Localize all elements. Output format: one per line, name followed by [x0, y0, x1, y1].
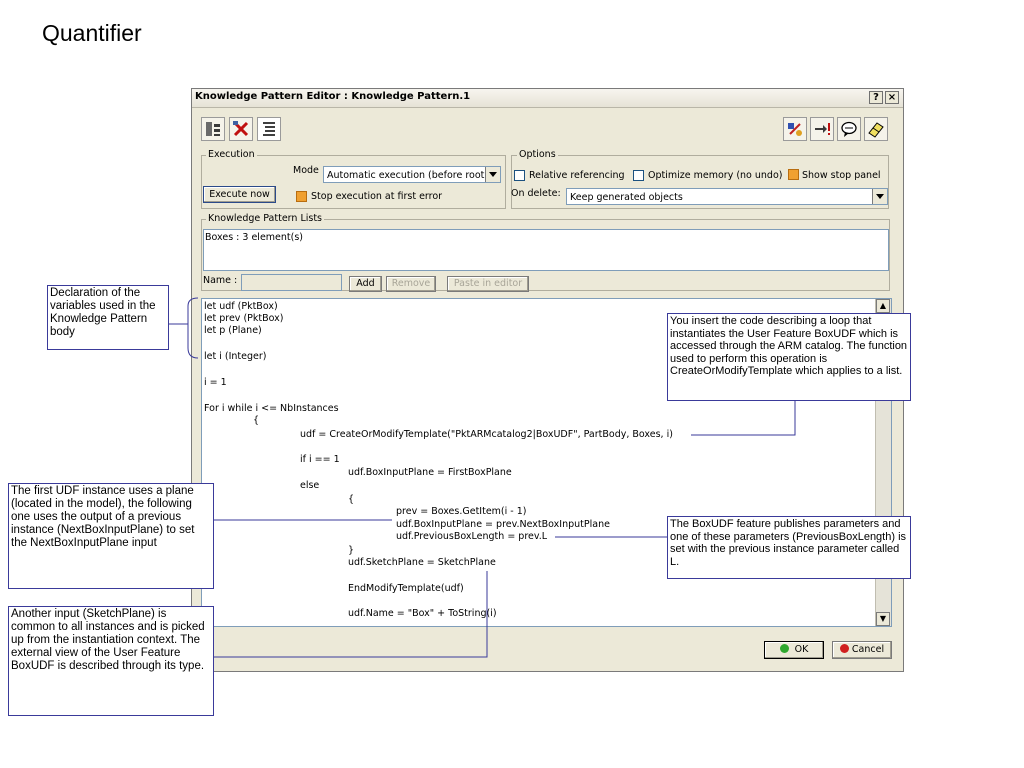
ok-label: OK — [794, 644, 809, 655]
list-item[interactable]: Boxes : 3 element(s) — [205, 232, 304, 243]
boxudf-callout: The BoxUDF feature publishes parameters and one of these parameters (PreviousBoxLength) is set with the previous instance parameter called L. — [667, 516, 911, 579]
code-line: let udf (PktBox) — [204, 301, 278, 312]
code-line: { — [348, 494, 355, 505]
scroll-down-icon[interactable]: ▼ — [876, 612, 890, 626]
show-stop-panel-label: Show stop panel — [802, 170, 881, 181]
window-title: Knowledge Pattern Editor : Knowledge Pattern.1 — [195, 91, 471, 102]
paste-in-editor-button[interactable]: Paste in editor — [447, 276, 529, 292]
code-line: let i (Integer) — [204, 351, 267, 362]
chevron-down-icon[interactable] — [485, 167, 500, 182]
window-titlebar[interactable] — [192, 89, 903, 108]
optimize-memory-checkbox[interactable] — [633, 170, 644, 181]
remove-button[interactable]: Remove — [386, 276, 436, 292]
on-delete-value: Keep generated objects — [570, 192, 683, 203]
close-button[interactable]: × — [885, 91, 899, 104]
sketchplane-callout: Another input (SketchPlane) is common to all instances and is picked up from the instantiation context. The external view of the User Feature BoxUDF is described through its type. — [8, 606, 214, 716]
loop-callout: You insert the code describing a loop that instantiates the User Feature BoxUDF which is accessed through the ARM catalog. The function used to perform this operation is CreateOrModifyTemplate which applies to a list. — [667, 313, 911, 401]
code-line: else — [300, 480, 320, 491]
code-line: let prev (PktBox) — [204, 313, 284, 324]
declaration-callout: Declaration of the variables used in the Knowledge Pattern body — [47, 285, 169, 350]
stop-at-error-checkbox[interactable] — [296, 191, 307, 202]
eraser-icon[interactable] — [864, 117, 888, 141]
chevron-down-icon[interactable] — [872, 189, 887, 204]
code-line: udf.BoxInputPlane = FirstBoxPlane — [348, 467, 512, 478]
stop-icon[interactable] — [229, 117, 253, 141]
name-label: Name : — [203, 275, 238, 286]
execution-group-label: Execution — [208, 149, 255, 160]
lists-group-label: Knowledge Pattern Lists — [208, 213, 322, 224]
variables-icon[interactable] — [201, 117, 225, 141]
add-button[interactable]: Add — [349, 276, 382, 292]
code-line: udf.BoxInputPlane = prev.NextBoxInputPlane — [396, 519, 610, 530]
mode-select[interactable] — [323, 166, 501, 183]
cancel-label: Cancel — [851, 644, 885, 655]
help-button[interactable]: ? — [869, 91, 883, 104]
code-line: prev = Boxes.GetItem(i - 1) — [396, 506, 527, 517]
optimize-memory-label: Optimize memory (no undo) — [648, 170, 783, 181]
code-line: i = 1 — [204, 377, 227, 388]
code-line: udf.PreviousBoxLength = prev.L — [396, 531, 548, 542]
on-delete-select[interactable] — [566, 188, 888, 205]
code-line: let p (Plane) — [204, 325, 262, 336]
first-udf-callout: The first UDF instance uses a plane (located in the model), the following one uses the output of a previous instance (NextBoxInputPlane) to set the NextBoxInputPlane input — [8, 483, 214, 589]
code-line: udf.SketchPlane = SketchPlane — [348, 557, 496, 568]
mode-value: Automatic execution (before root — [327, 170, 485, 181]
code-line: EndModifyTemplate(udf) — [348, 583, 464, 594]
ok-icon — [780, 644, 789, 653]
code-line: For i while i <= NbInstances — [204, 403, 339, 414]
cancel-button[interactable] — [832, 641, 892, 659]
code-line: udf = CreateOrModifyTemplate("PktARMcatalog2|BoxUDF", PartBody, Boxes, i) — [300, 429, 673, 440]
code-line: if i == 1 — [300, 454, 340, 465]
stop-at-error-label: Stop execution at first error — [311, 191, 443, 202]
slide-title: Quantifier — [42, 20, 142, 46]
scroll-up-icon[interactable]: ▲ — [876, 299, 890, 313]
code-line: } — [348, 545, 355, 556]
cancel-icon — [840, 644, 849, 653]
code-line: { — [253, 415, 260, 426]
lists-listbox[interactable] — [203, 229, 889, 271]
comment-icon[interactable] — [837, 117, 861, 141]
goto-icon[interactable] — [810, 117, 834, 141]
on-delete-label: On delete: — [511, 188, 561, 199]
relative-referencing-label: Relative referencing — [529, 170, 625, 181]
ok-button[interactable] — [764, 641, 824, 659]
name-input[interactable] — [241, 274, 342, 291]
execute-now-button[interactable]: Execute now — [203, 186, 276, 203]
mode-label: Mode — [293, 165, 319, 176]
list-icon[interactable] — [257, 117, 281, 141]
code-line: udf.Name = "Box" + ToString(i) — [348, 608, 497, 619]
relative-referencing-checkbox[interactable] — [514, 170, 525, 181]
options-group-label: Options — [519, 149, 556, 160]
wizard-icon[interactable] — [783, 117, 807, 141]
show-stop-panel-checkbox[interactable] — [788, 169, 799, 180]
